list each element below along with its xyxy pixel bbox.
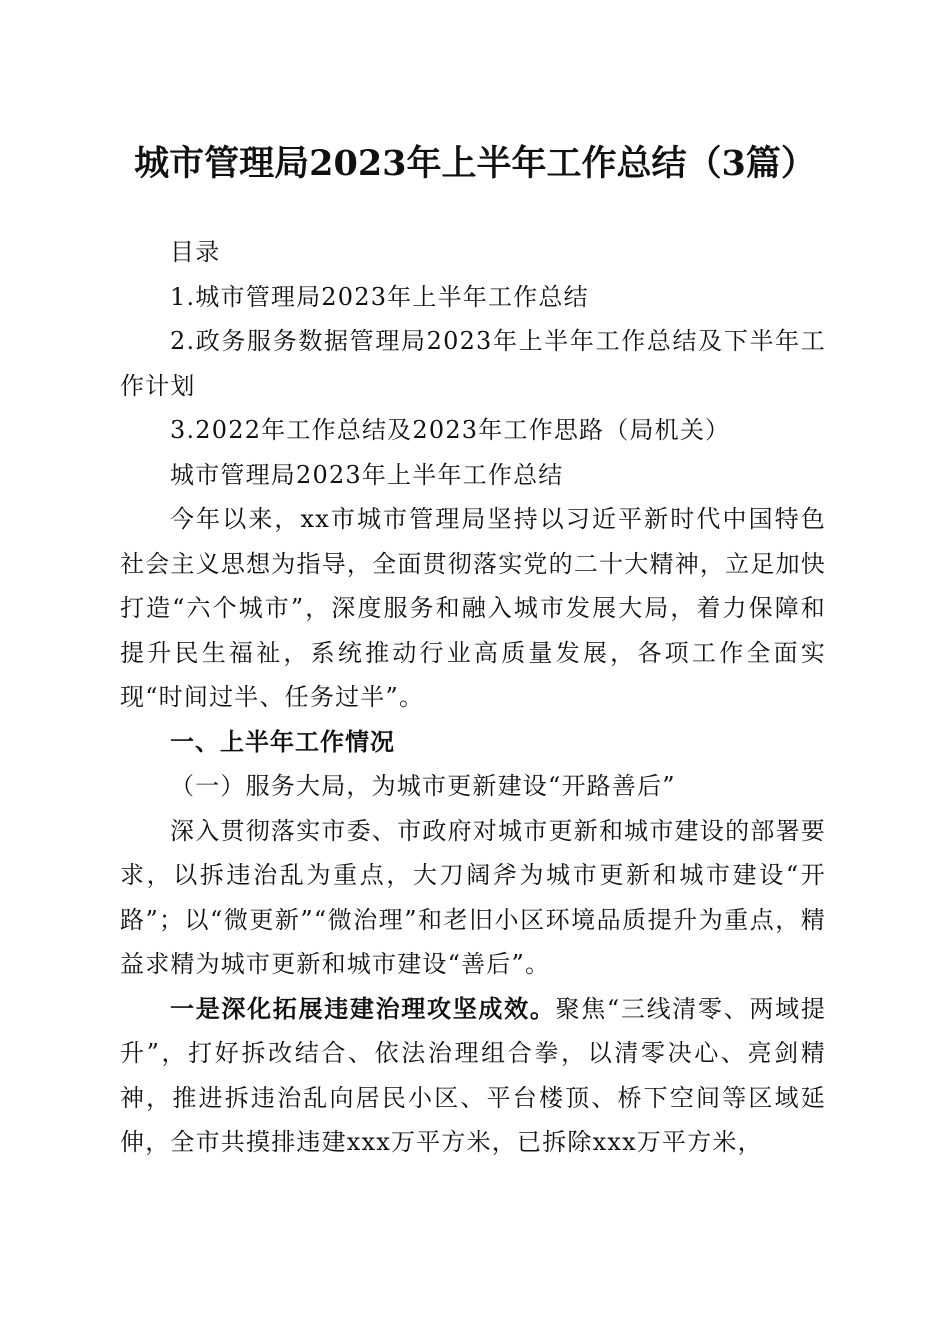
section-title: 城市管理局2023年上半年工作总结 — [170, 460, 564, 489]
heading-level-1: 一、上半年工作情况 — [170, 727, 395, 756]
toc-item-3: 3.2022年工作总结及2023年工作思路（局机关） — [170, 416, 731, 444]
subheading: （一）服务大局，为城市更新建设“开路善后” — [170, 772, 676, 800]
toc-item-1: 1.城市管理局2023年上半年工作总结 — [170, 282, 589, 311]
document-title: 城市管理局2023年上半年工作总结（3篇） — [134, 143, 816, 184]
body-paragraph-2 — [120, 987, 826, 1165]
intro-paragraph: 今年以来，xx市城市管理局坚持以习近平新时代中国特色社会主义思想为指导，全面贯彻落实党的二十大精神，立足加快打造“六个城市”，深度服务和融入城市发展大局，着力保障和提升民生福祉，系统推动行业高质量发展，各项工作全面实现“时间过半、任务过半”。 — [120, 505, 826, 711]
paragraph-lead: 一是深化拓展违建治理攻坚成效。 — [170, 993, 556, 1023]
toc-heading: 目录 — [170, 238, 221, 266]
paragraph-text: 聚焦“三线清零、两域提升”，打好拆改结合、依法治理组合拳，以清零决心、亮剑精神，推进拆违治乱向居民小区、平台楼顶、桥下空间等区域延伸，全市共摸排违建xxx万平方米，已拆除xxx万平方米， — [120, 994, 827, 1156]
toc-item-2: 2.政务服务数据管理局2023年上半年工作总结及下半年工作计划 — [120, 327, 826, 400]
document-body — [120, 230, 826, 1165]
body-paragraph-1: 深入贯彻落实市委、市政府对城市更新和城市建设的部署要求，以拆违治乱为重点，大刀阔斧为城市更新和城市建设“开路”；以“微更新”“微治理”和老旧小区环境品质提升为重点，精益求精为城市更新和城市建设“善后”。 — [120, 816, 826, 978]
